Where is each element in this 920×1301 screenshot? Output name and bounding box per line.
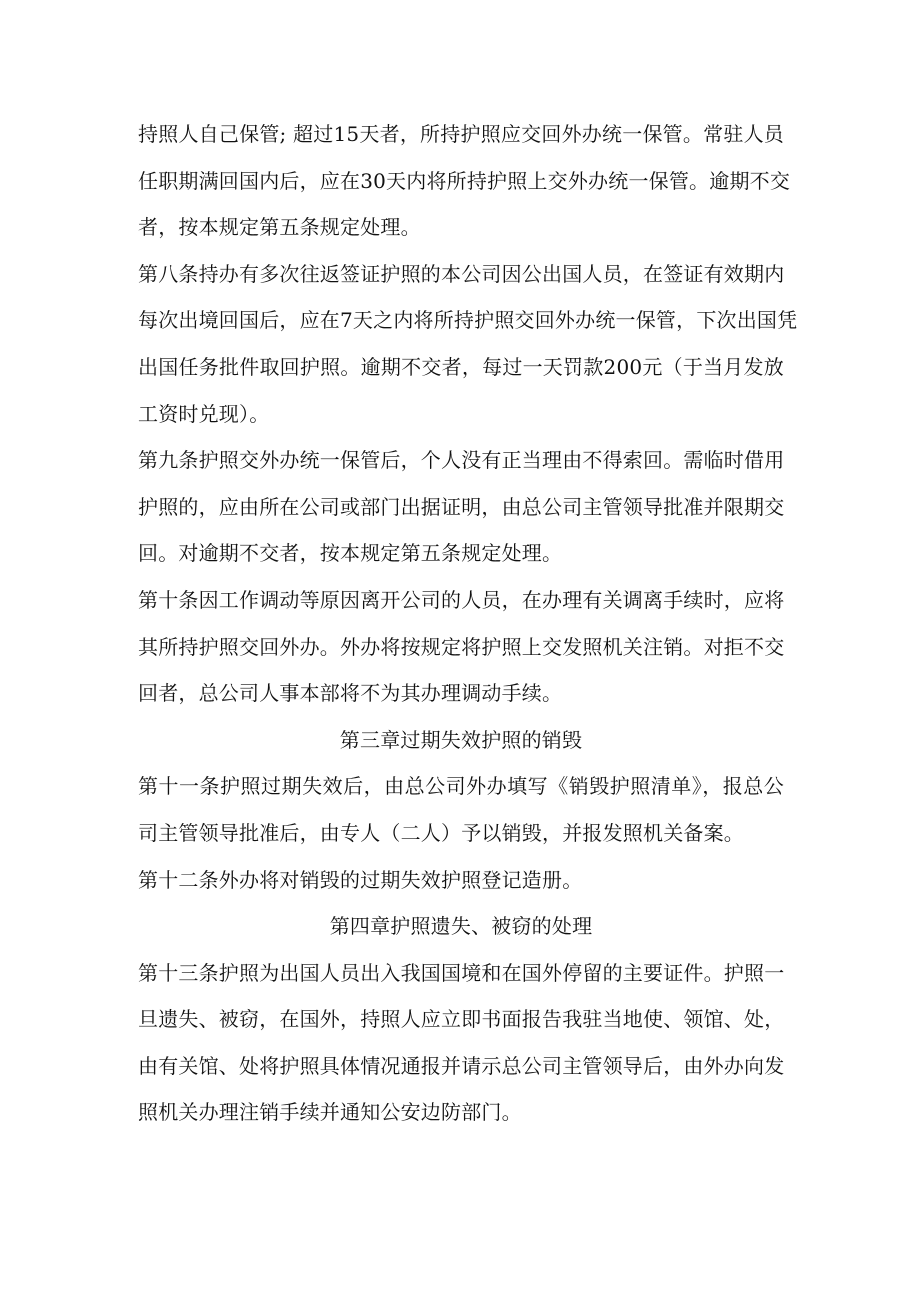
paragraph (138, 950, 784, 1136)
chapter-heading: 第三章过期失效护照的销毁 (339, 727, 583, 752)
paragraph-line: 第十二条外办将对销毁的过期失效护照登记造册。 (138, 867, 583, 892)
paragraph-line: 工资时兑现）。 (138, 401, 270, 426)
paragraph-line: 第十条因工作调动等原因离开公司的人员，在办理有关调离手续时，应将 (138, 587, 785, 612)
paragraph-line: 第九条护照交外办统一保管后，个人没有正当理由不得索回。需临时借用 (138, 448, 785, 473)
paragraph-line: 每次出境回国后，应在7天之内将所持护照交回外办统一保管，下次出国凭 (138, 308, 798, 333)
paragraph-line: 旦遗失、被窃，在国外，持照人应立即书面报告我驻当地使、领馆、处， (138, 1007, 785, 1032)
paragraph-line: 护照的，应由所在公司或部门出据证明，由总公司主管领导批准并限期交 (138, 494, 785, 519)
paragraph-line: 司主管领导批准后，由专人（二人）予以销毁，并报发照机关备案。 (138, 820, 744, 845)
paragraph-line: 其所持护照交回外办。外办将按规定将护照上交发照机关注销。对拒不交 (138, 634, 785, 659)
paragraph (138, 437, 784, 577)
paragraph-line: 照机关办理注销手续并通知公安边防部门。 (138, 1100, 522, 1125)
paragraph-line: 任职期满回国内后，应在30天内将所持护照上交外办统一保管。逾期不交 (138, 168, 791, 193)
paragraph-line: 持照人自己保管; 超过15天者，所持护照应交回外办统一保管。常驻人员 (138, 122, 784, 146)
paragraph (138, 111, 791, 251)
document-body (138, 111, 798, 1136)
paragraph-line: 第八条持办有多次往返签证护照的本公司因公出国人员，在签证有效期内 (138, 261, 785, 286)
paragraph (138, 857, 784, 904)
paragraph (138, 763, 784, 856)
paragraph-line: 回。对逾期不交者，按本规定第五条规定处理。 (138, 541, 563, 566)
paragraph (138, 251, 798, 437)
paragraph-line: 由有关馆、处将护照具体情况通报并请示总公司主管领导后，由外办向发 (138, 1053, 785, 1078)
paragraph-line: 出国任务批件取回护照。逾期不交者，每过一天罚款200元（于当月发放 (138, 354, 784, 379)
paragraph-line: 第十一条护照过期失效后，由总公司外办填写《销毁护照清单》，报总公 (138, 774, 784, 799)
paragraph-line: 回者，总公司人事本部将不为其办理调动手续。 (138, 681, 563, 706)
chapter-heading: 第四章护照遗失、被窃的处理 (329, 914, 593, 939)
paragraph-line: 者，按本规定第五条规定处理。 (138, 215, 421, 240)
paragraph (138, 577, 784, 717)
paragraph-line: 第十三条护照为出国人员出入我国国境和在国外停留的主要证件。护照一 (138, 960, 785, 985)
